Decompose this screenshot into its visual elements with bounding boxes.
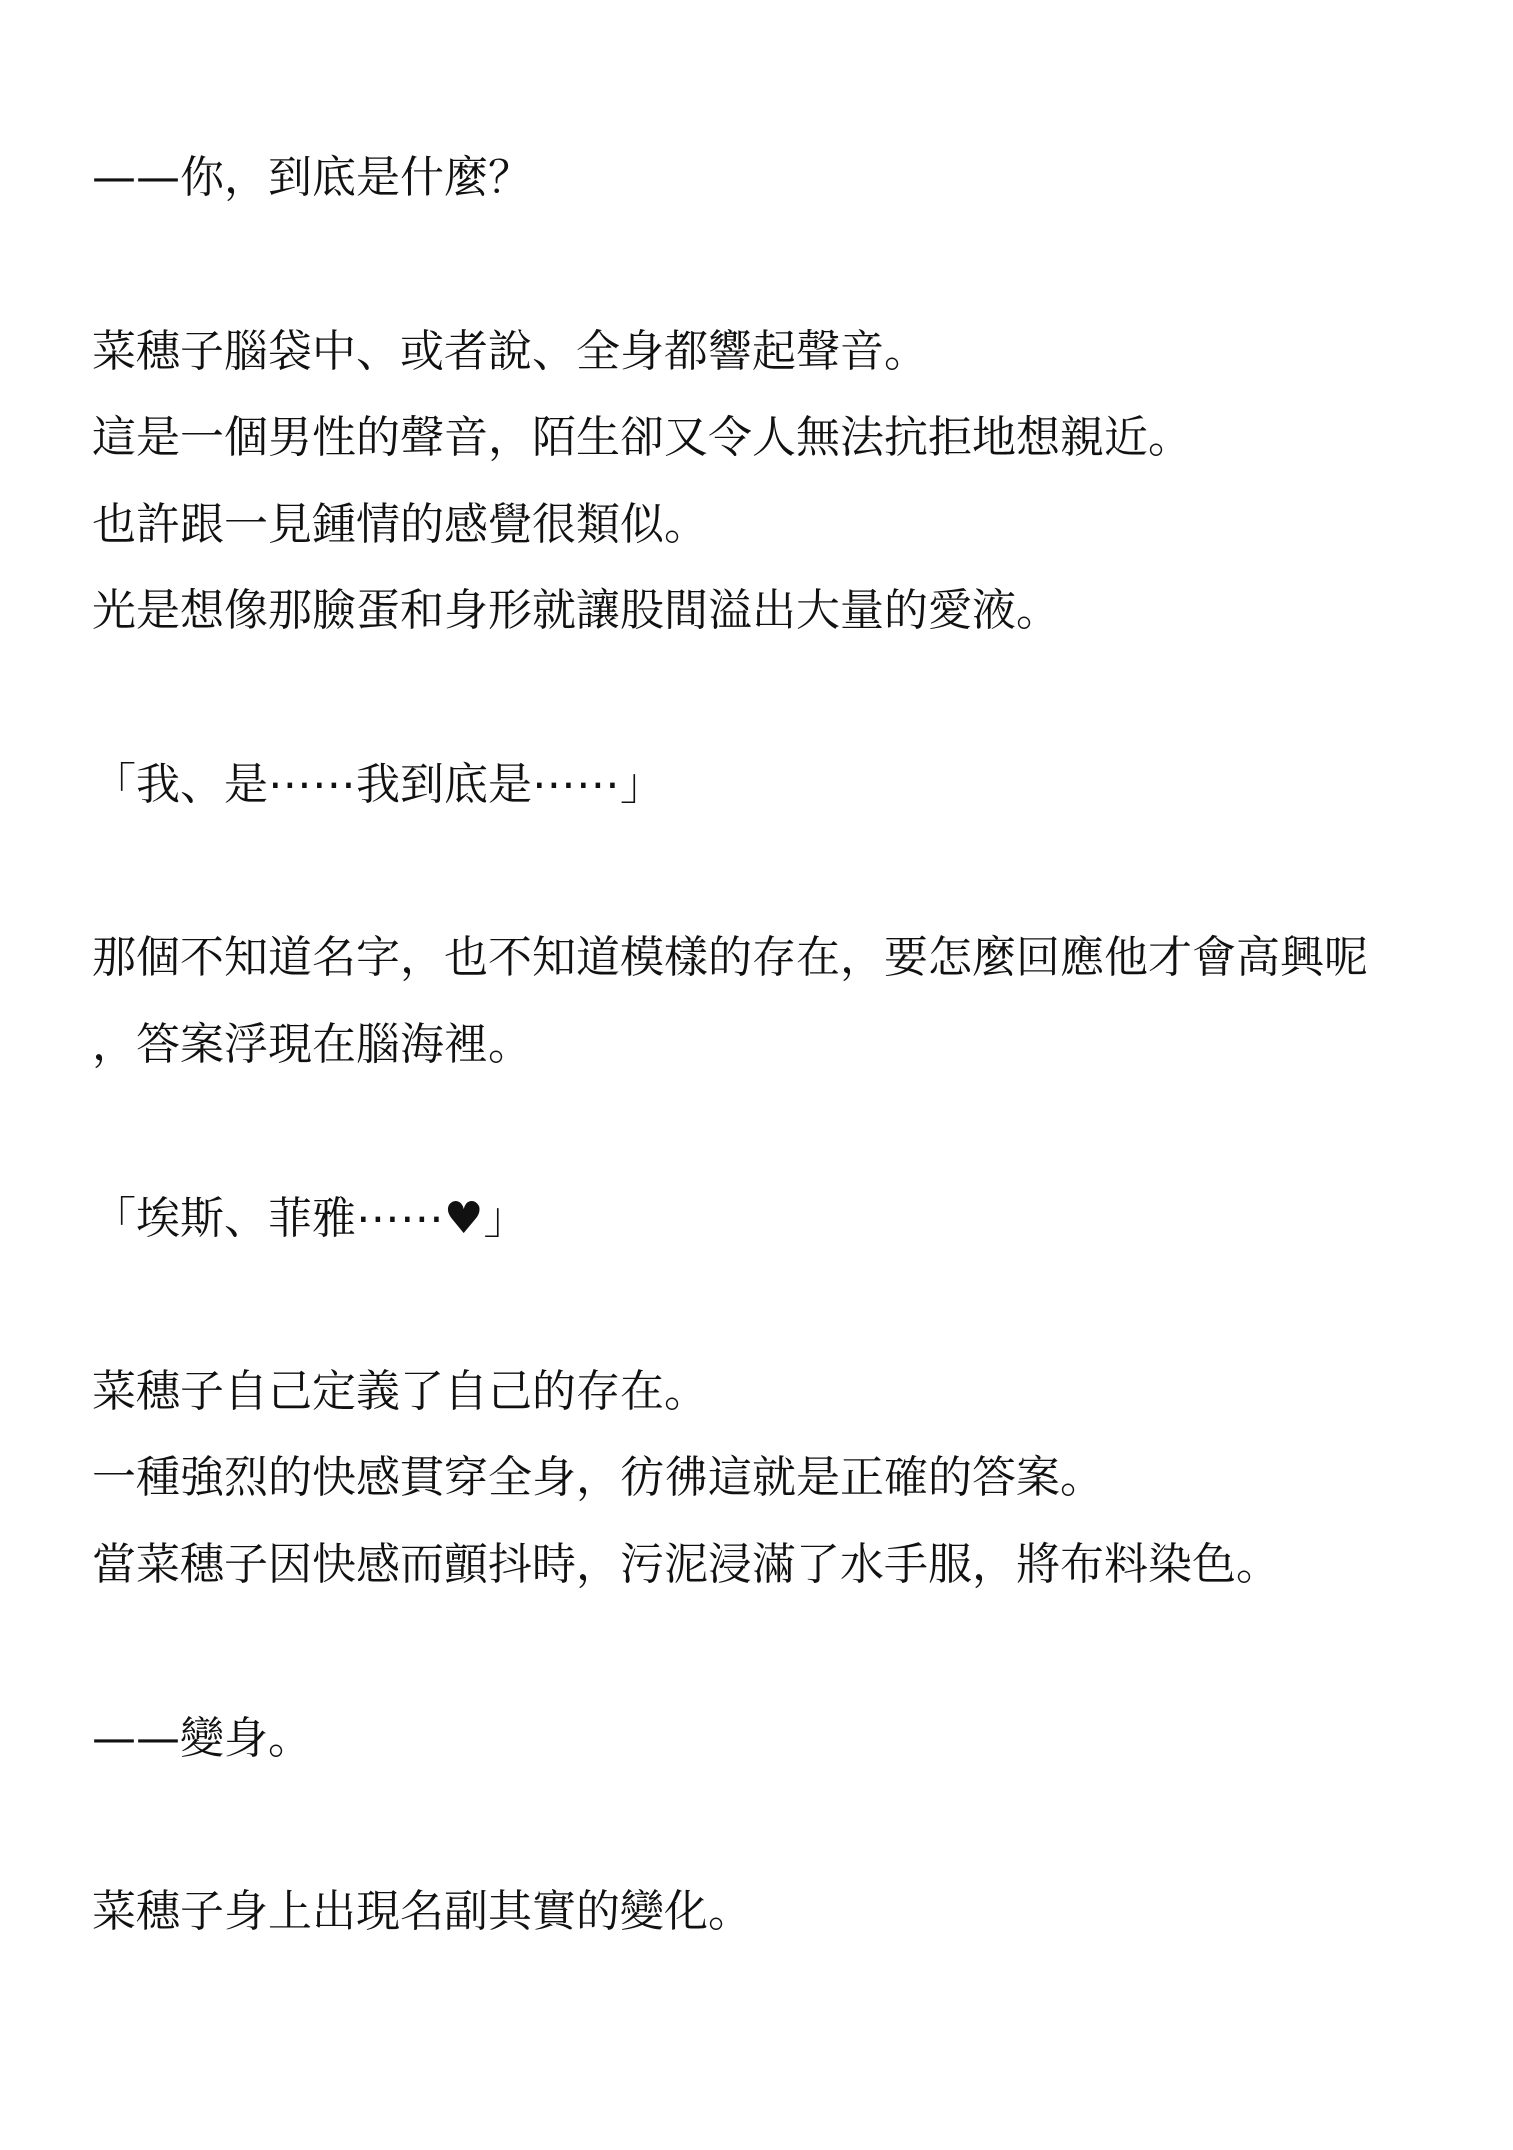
dialogue-line: 「我、是⋯⋯我到底是⋯⋯」: [92, 759, 664, 810]
text-line: ，答案浮現在腦海裡。: [92, 1019, 532, 1070]
text-line: 當菜穗子因快感而顫抖時，污泥浸滿了水手服，將布料染色。: [92, 1539, 1280, 1590]
text-line: ——你，到底是什麼？: [92, 152, 532, 203]
text-line: 光是想像那臉蛋和身形就讓股間溢出大量的愛液。: [92, 585, 1060, 636]
text-line: ——變身。: [92, 1713, 312, 1764]
text-line: 菜穗子自己定義了自己的存在。: [92, 1366, 708, 1417]
text-line: 那個不知道名字，也不知道模樣的存在，要怎麼回應他才會高興呢: [92, 932, 1368, 983]
dialogue-line: 「埃斯、菲雅⋯⋯♥」: [92, 1193, 528, 1244]
text-line: 這是一個男性的聲音，陌生卻又令人無法抗拒地想親近。: [92, 412, 1192, 463]
text-line: 一種強烈的快感貫穿全身，彷彿這就是正確的答案。: [92, 1452, 1104, 1503]
text-line: 菜穗子身上出現名副其實的變化。: [92, 1886, 752, 1937]
text-line: 菜穗子腦袋中、或者說、全身都響起聲音。: [92, 326, 928, 377]
text-line: 也許跟一見鍾情的感覺很類似。: [92, 499, 708, 550]
